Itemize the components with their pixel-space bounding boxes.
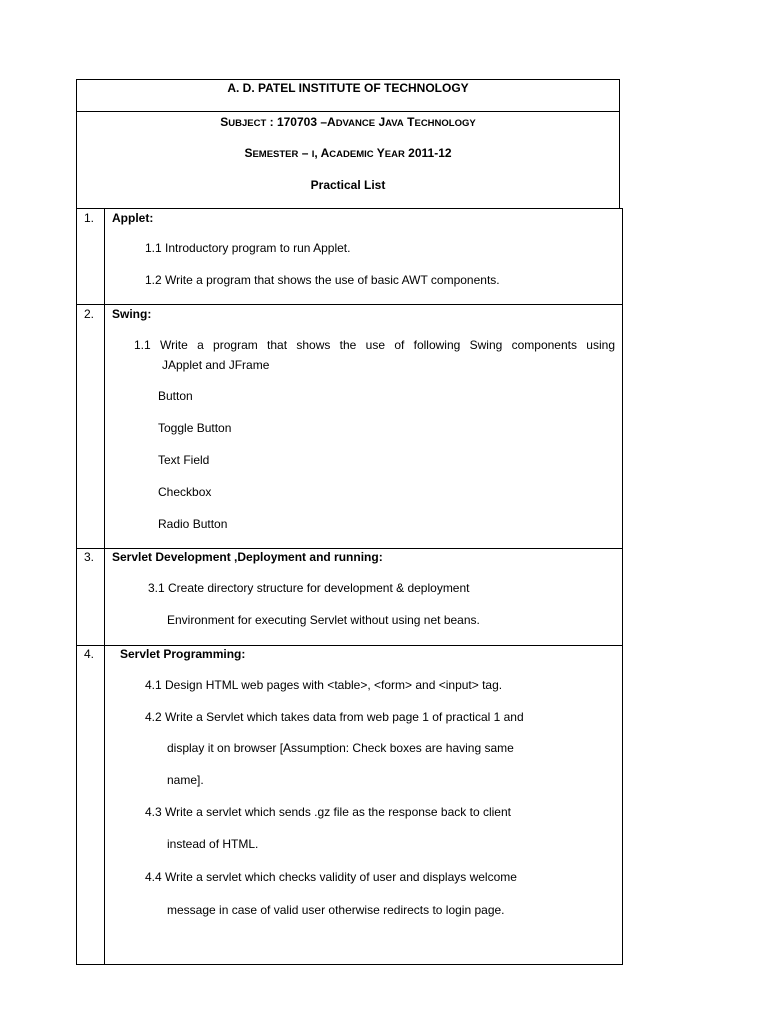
- row-divider-1: [76, 304, 623, 305]
- subject-cap-s: S: [220, 115, 229, 129]
- sem-small: EMESTER: [252, 149, 299, 160]
- item-line: instead of HTML.: [167, 837, 259, 851]
- ay-y-cap: Y: [376, 146, 385, 160]
- item-line: Environment for executing Servlet without using net beans.: [167, 613, 480, 627]
- institute-title: A. D. PATEL INSTITUTE OF TECHNOLOGY: [227, 81, 469, 95]
- component-item: Checkbox: [158, 485, 212, 499]
- row-divider-2: [76, 548, 623, 549]
- item-line: 3.1 Create directory structure for development & deployment: [148, 581, 470, 595]
- subject-t-small: ECHNOLOGY: [414, 118, 476, 129]
- subject-a-small: DVANCE: [335, 118, 376, 129]
- item-line: name].: [167, 773, 204, 787]
- sem-cap: S: [244, 146, 253, 160]
- item-line: message in case of valid user otherwise redirects to login page.: [167, 903, 505, 917]
- component-item: Toggle Button: [158, 421, 232, 435]
- number-column-divider: [104, 208, 105, 965]
- item-line: JApplet and JFrame: [162, 358, 270, 372]
- practical-list-heading: Practical List: [310, 178, 386, 192]
- item-number: 2.: [84, 307, 95, 321]
- item-title: Servlet Development ,Deployment and running:: [112, 550, 383, 564]
- subject-j-cap: J: [378, 115, 386, 129]
- subject-j-small: AVA: [385, 118, 404, 129]
- item-line: 4.3 Write a servlet which sends .gz file as the response back to client: [145, 805, 511, 819]
- item-line: 1.1 Introductory program to run Applet.: [145, 241, 351, 255]
- item-title: Applet:: [112, 211, 154, 225]
- item-line: 1.1 Write a program that shows the use of following Swing components using: [134, 338, 615, 352]
- subject-code: : 170703 –: [266, 115, 328, 129]
- item-number: 3.: [84, 550, 95, 564]
- item-number: 4.: [84, 647, 95, 661]
- item-line: 1.2 Write a program that shows the use of basic AWT components.: [145, 273, 500, 287]
- item-line: display it on browser [Assumption: Check boxes are having same: [167, 741, 514, 755]
- sem-comma: ,: [314, 146, 321, 160]
- sem-num: I: [311, 149, 315, 160]
- semester-line: [76, 146, 620, 160]
- subject-line: [76, 115, 620, 129]
- item-number: 1.: [84, 211, 95, 225]
- sem-dash: –: [298, 146, 312, 160]
- row-divider-3: [76, 645, 623, 646]
- subject-small: UBJECT: [228, 118, 267, 129]
- item-line: 4.1 Design HTML web pages with <table>, <form> and <input> tag.: [145, 678, 503, 692]
- item-line: 4.4 Write a servlet which checks validity of user and displays welcome: [145, 870, 517, 884]
- header-divider: [76, 111, 620, 112]
- item-title: Swing:: [112, 307, 152, 321]
- ay-a-small: CADEMIC: [329, 149, 374, 160]
- item-line: 4.2 Write a Servlet which takes data from web page 1 of practical 1 and: [145, 710, 524, 724]
- ay-a-cap: A: [320, 146, 330, 160]
- component-item: Button: [158, 389, 193, 403]
- ay-value: 2011-12: [404, 146, 452, 160]
- subject-a-cap: A: [327, 115, 336, 129]
- subject-t-cap: T: [407, 115, 415, 129]
- ay-y-small: EAR: [384, 149, 405, 160]
- component-item: Text Field: [158, 453, 210, 467]
- item-title: Servlet Programming:: [120, 647, 246, 661]
- component-item: Radio Button: [158, 517, 228, 531]
